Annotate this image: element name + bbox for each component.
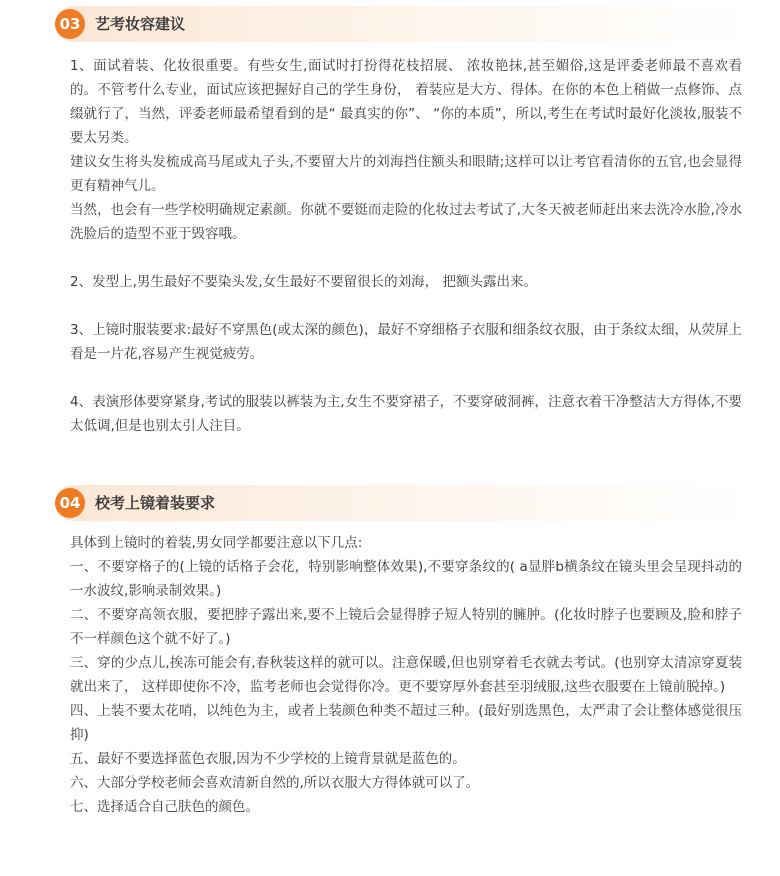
paragraph-gap [70,246,742,270]
section-header-dress [55,485,745,521]
list-item: 六、大部分学校老师会喜欢清新自然的,所以衣服大方得体就可以了。 [70,775,480,791]
section-body-makeup [70,54,742,438]
list-item: 四、上装不要太花哨，以纯色为主，或者上装颜色种类不超过三种。(最好别选黑色，太严肃了会让整体感觉很压抑) [70,703,742,743]
paragraph: 1、面试着装、化妆很重要。有些女生,面试时打扮得花枝招展、 浓妆艳抹,甚至媚俗,这是评委老师最不喜欢看的。不管考什么专业，面试应该把握好自己的学生身份， 着装应是大方、得体。在你的本色上稍做一点修饰、点缀就行了，当然，评委老师最希望看到的是“ 最真实的你”、 “你的本质”，所以,考生在考试时最好化淡妆,服装不要太另类。 [70,58,742,146]
section-body-dress [70,531,742,819]
list-item: 七、选择适合自己肤色的颜色。 [70,799,259,815]
section-title: 校考上镜着装要求 [95,494,216,512]
paragraph: 2、发型上,男生最好不要染头发,女生最好不要留很长的刘海， 把额头露出来。 [70,274,537,290]
paragraph: 4、表演形体要穿紧身,考试的服装以裤装为主,女生不要穿裙子，不要穿破洞裤，注意衣着干净整洁大方得体,不要太低调,但是也别太引人注目。 [70,394,742,434]
list-item: 二、不要穿高领衣服，要把脖子露出来,要不上镜后会显得脖子短人特别的臃肿。(化妆时脖子也要顾及,脸和脖子不一样颜色这个就不好了。) [70,607,742,647]
paragraph: 3、上镜时服装要求:最好不穿黑色(或太深的颜色)，最好不穿细格子衣服和细条纹衣服，由于条纹太细，从荧屏上看是一片花,容易产生视觉疲劳。 [70,322,742,362]
paragraph: 建议女生将头发梳成高马尾或丸子头,不要留大片的刘海挡住额头和眼睛;这样可以让考官看清你的五官,也会显得更有精神气儿。 [70,154,742,194]
paragraph: 当然，也会有一些学校明确规定素颜。你就不要铤而走险的化妆过去考试了,大冬天被老师赶出来去洗冷水脸,冷水洗脸后的造型不亚于毁容哦。 [70,202,742,242]
list-item: 三、穿的少点儿,挨冻可能会有,春秋装这样的就可以。注意保暖,但也别穿着毛衣就去考试。(也别穿太清凉穿夏装就出来了， 这样即使你不冷，监考老师也会觉得你冷。更不要穿厚外套甚至羽绒服,这些衣服要在上镜前脱掉。) [70,655,742,695]
intro-paragraph: 具体到上镜时的着装,男女同学都要注意以下几点: [70,535,363,551]
list-item: 一、不要穿格子的(上镜的话格子会花，特别影响整体效果),不要穿条纹的( a显胖b横条纹在镜头里会呈现抖动的一水波纹,影响录制效果。) [70,559,742,599]
paragraph-gap [70,366,742,390]
section-header-makeup [55,6,745,42]
section-title: 艺考妆容建议 [95,15,186,33]
section-number-badge: 04 [55,488,85,518]
section-number-badge: 03 [55,9,85,39]
paragraph-gap [70,294,742,318]
list-item: 五、最好不要选择蓝色衣服,因为不少学校的上镜背景就是蓝色的。 [70,751,466,767]
